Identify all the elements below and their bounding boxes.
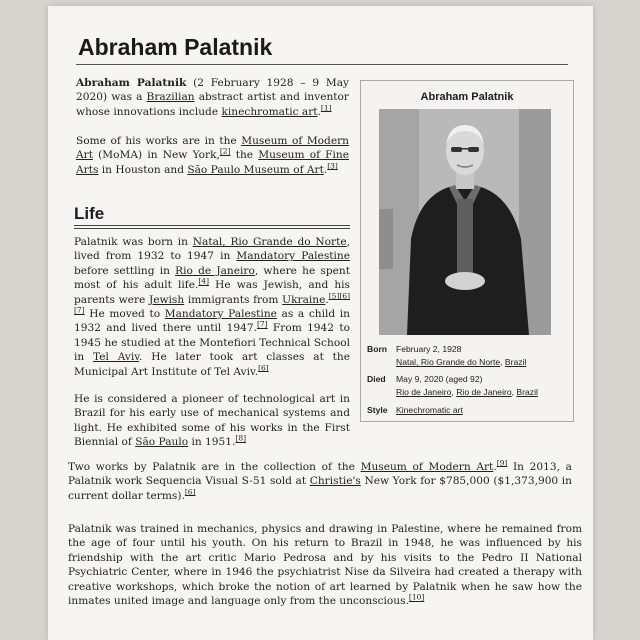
ref-6[interactable]: [6]	[184, 487, 196, 497]
infobox-title: Abraham Palatnik	[420, 91, 514, 103]
portrait-illustration	[379, 109, 551, 335]
subject-name: Abraham Palatnik	[76, 77, 187, 89]
born-date: February 2, 1928	[396, 344, 462, 354]
life-paragraph-1: Palatnik was born in Natal, Rio Grande do Norte, lived from 1932 to 1947 in Mandatory Palestine before settling in Rio de Janeiro, where he spent most of his adult life.[4] He was Jewish, and his parents were Jewish immigrants from Ukraine.[5][6][7] He moved to Mandatory Palestine as a child in 1932 and lived there until 1947.[7] From 1942 to 1945 he studied at the Montefiori Technical School in Tel Aviv. He later took art classes at the Municipal Art Institute of Tel Aviv.[6]	[74, 236, 350, 378]
link-died-state[interactable]: Rio de Janeiro	[456, 387, 512, 397]
link-brazilian[interactable]: Brazilian	[146, 91, 195, 104]
page-title: Abraham Palatnik	[78, 34, 273, 60]
born-label: Born	[367, 344, 388, 354]
ref-6[interactable]: [6]	[339, 291, 350, 301]
ref-4[interactable]: [4]	[198, 276, 209, 286]
printed-page	[48, 6, 593, 640]
link-style-kinechromatic[interactable]: Kinechromatic art	[396, 405, 463, 415]
link-natal[interactable]: Natal, Rio Grande do Norte	[192, 236, 347, 248]
died-date: May 9, 2020 (aged 92)	[396, 374, 483, 384]
infobox	[360, 80, 574, 422]
ref-1[interactable]: [1]	[320, 103, 332, 113]
infobox-born-row	[367, 343, 567, 369]
link-born-country[interactable]: Brazil	[504, 357, 527, 367]
ref-10[interactable]: [10]	[408, 592, 425, 602]
ref-7[interactable]: [7]	[74, 305, 85, 315]
life-paragraph-2: He is considered a pioneer of technological art in Brazil for his early use of mechanical systems and light. He exhibited some of his works in the First Biennial of São Paulo in 1951.[8]	[74, 393, 350, 449]
died-place: Rio de Janeiro, Rio de Janeiro, Brazil	[396, 387, 538, 397]
ref-6[interactable]: [6]	[258, 363, 269, 373]
link-rio-de-janeiro[interactable]: Rio de Janeiro	[175, 264, 255, 277]
ref-5[interactable]: [5]	[328, 291, 340, 301]
link-tel-aviv[interactable]: Tel Aviv	[93, 351, 140, 364]
link-mandatory-palestine-2[interactable]: Mandatory Palestine	[164, 308, 277, 321]
link-moma-2[interactable]: Museum of Modern Art	[360, 461, 494, 473]
style-label: Style	[367, 405, 388, 415]
infobox-died-row	[367, 373, 567, 399]
section-heading-life: Life	[74, 204, 105, 223]
portrait-photo	[379, 109, 551, 335]
link-sao-paulo-museum[interactable]: São Paulo Museum of Art	[187, 163, 324, 176]
ref-9[interactable]: [9]	[496, 458, 508, 468]
born-place: Natal, Rio Grande do Norte, Brazil	[396, 357, 527, 367]
works-paragraph: Some of his works are in the Museum of Modern Art (MoMA) in New York,[2] the Museum of Fine Arts in Houston and São Paulo Museum of Art.[3]	[76, 135, 350, 176]
link-kinechromatic-art[interactable]: kinechromatic art	[221, 105, 318, 118]
ref-3[interactable]: [3]	[327, 161, 338, 171]
heading-divider	[74, 228, 350, 229]
link-mandatory-palestine[interactable]: Mandatory Palestine	[236, 250, 350, 263]
link-christies[interactable]: Christie's	[309, 475, 361, 488]
infobox-style-row	[367, 404, 567, 416]
link-moma[interactable]: Museum of Modern Art	[76, 135, 349, 162]
link-died-city[interactable]: Rio de Janeiro	[396, 387, 452, 397]
intro-paragraph: Abraham Palatnik (2 February 1928 – 9 May 2020) was a Brazilian abstract artist and inventor whose innovations include kinechromatic art.[1]	[76, 77, 349, 118]
link-died-country[interactable]: Brazil	[516, 387, 538, 397]
title-divider	[76, 64, 568, 65]
link-born-city[interactable]: Natal, Rio Grande do Norte	[396, 357, 501, 367]
ref-7[interactable]: [7]	[256, 319, 268, 329]
ref-8[interactable]: [8]	[235, 433, 247, 443]
link-museum-fine-arts[interactable]: Museum of Fine Arts	[76, 149, 350, 176]
died-label: Died	[367, 374, 386, 384]
link-sao-paulo[interactable]: São Paulo	[135, 436, 189, 449]
link-ukraine[interactable]: Ukraine	[282, 293, 326, 306]
training-paragraph: Palatnik was trained in mechanics, physics and drawing in Palestine, where he remained from the age of four until his youth. On his return to Brazil in 1948, he was influenced by his friendship with the art critic Mario Pedrosa and by his visits to the Pedro II National Psychiatric Center, where in 1946 the psychiatrist Nise da Silveira had created a therapy with creative workshops, which broke the notion of art learned by Palatnik when he saw how the inmates united image and language only from the unconscious.[10]	[68, 523, 582, 608]
ref-2[interactable]: [2]	[219, 146, 231, 156]
heading-divider	[74, 225, 350, 226]
link-jewish[interactable]: Jewish	[148, 293, 185, 306]
collection-paragraph: Two works by Palatnik are in the collection of the Museum of Modern Art.[9] In 2013, a Palatnik work Sequencia Visual S-51 sold at Christie's New York for $785,000 ($1,373,900 in current dollar terms).[6]	[68, 458, 572, 502]
